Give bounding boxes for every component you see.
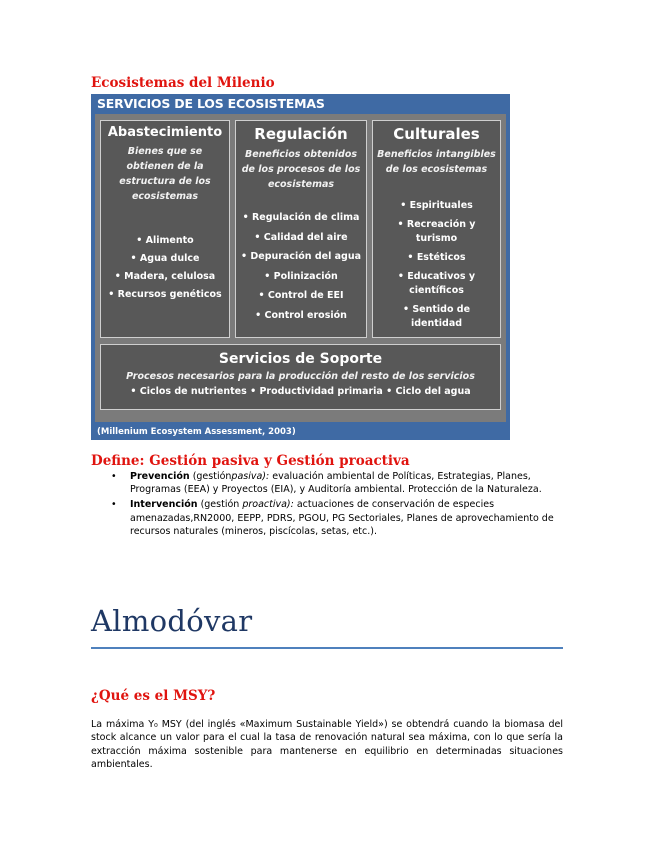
section-heading-ecosistemas: Ecosistemas del Milenio [91,75,275,91]
title-underline [91,647,563,649]
list-item: • Control de EEI [236,286,366,306]
term-type: proactiva): [242,499,294,511]
page-title: Almodóvar [91,604,253,638]
term-description: actuaciones de conservación de especies amenazadas,RN2000, EEPP, PDRS, PGOU, PG Sectoriales, Planes de aprovechamiento de recursos naturales (mineros, piscícolas, setas, etc.). [130,499,554,537]
box-subtitle: Bienes que se obtienen de la estructura de los ecosistemas [119,146,211,202]
term-paren: (gestión [189,471,232,482]
box-subtitle: Procesos necesarios para la producción del resto de los servicios [126,371,475,382]
box-subtitle: Beneficios intangibles de los ecosistemas [377,149,496,175]
list-item: • Recursos genéticos [101,286,229,304]
list-item: • Depuración del agua [236,247,366,267]
bullet: • [250,386,260,397]
list-item: • Agua dulce [101,250,229,268]
list-item: • Recreación y turismo [394,218,480,246]
box-item-list [101,232,229,304]
support-items [101,386,500,397]
box-soporte [100,344,501,410]
box-item-list [236,208,366,325]
term: Prevención [130,471,190,482]
diagram-title: SERVICIOS DE LOS ECOSISTEMAS [97,96,325,111]
list-item: • Alimento [101,232,229,250]
box-regulacion [235,120,367,338]
list-item [108,470,563,496]
list-item: • Estéticos [373,251,500,265]
ecosystem-services-diagram [91,94,510,440]
gestion-bullet-list [108,470,563,540]
bullet: • [386,386,396,397]
section-heading-gestion: Define: Gestión pasiva y Gestión proactiva [91,453,410,469]
box-subtitle: Beneficios obtenidos de los procesos de los ecosistemas [241,149,361,190]
box-title: Culturales [393,125,480,143]
list-item: • Educativos y científicos [392,270,482,298]
list-item: • Madera, celulosa [101,268,229,286]
bullet-icon: • [111,499,117,511]
term: Intervención [130,499,198,511]
box-title: Abastecimiento [107,125,223,140]
msy-paragraph: La máxima Y₀ MSY (del inglés «Maximum Sustainable Yield») se obtendrá cuando la biomasa del stock alcance un valor para el cual la tasa de renovación natural sea máxima, con lo que sería la extracción máxima sostenible para mantenerse en equilibrio en determinadas situaciones ambientales. [91,719,563,771]
section-heading-msy: ¿Qué es el MSY? [91,688,216,704]
box-culturales [372,120,501,338]
list-item: • Regulación de clima [236,208,366,228]
term-paren: (gestión [197,499,243,511]
box-abastecimiento [100,120,230,338]
box-title: Servicios de Soporte [218,351,383,367]
list-item: Productividad primaria [259,386,383,397]
list-item: • Polinización [236,267,366,287]
list-item: Ciclo del agua [395,386,471,397]
bullet-icon: • [111,471,117,482]
list-item: • Calidad del aire [236,228,366,248]
list-item: Ciclos de nutrientes [139,386,247,397]
list-item: • Sentido de identidad [402,303,472,331]
list-item: • Espirituales [373,199,500,213]
diagram-citation: (Millenium Ecosystem Assessment, 2003) [97,427,296,437]
bullet: • [130,386,140,397]
term-description: evaluación ambiental de Políticas, Estrategias, Planes, Programas (EEA) y Proyectos (EIA), y Auditoría ambiental. Protección de la Naturaleza. [130,471,542,496]
box-item-list [373,199,500,331]
term-type: pasiva): [231,471,270,482]
list-item: • Control erosión [236,306,366,326]
box-title: Regulación [254,125,348,143]
diagram-panel [95,114,506,422]
list-item [108,498,563,538]
